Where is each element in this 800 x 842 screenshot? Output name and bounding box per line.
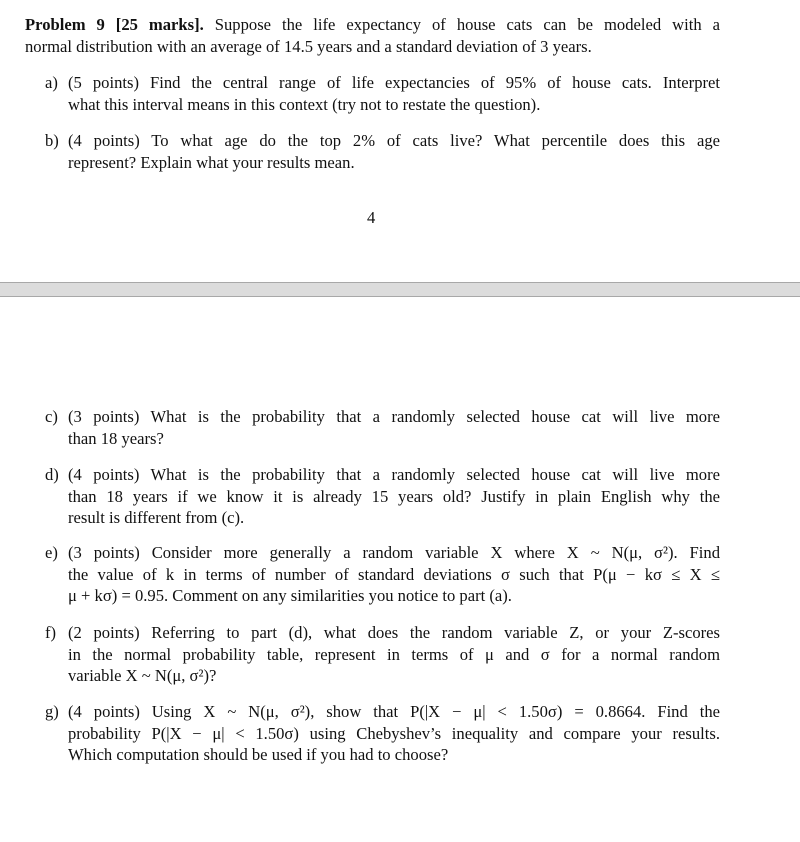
part-text-line: (3 points) Consider more generally a random variable X where X ~ N(μ, σ²). Find <box>68 543 720 562</box>
part-text-line: Which computation should be used if you had to choose? <box>68 745 449 764</box>
part-text-line: than 18 years if we know it is already 15 years old? Justify in plain English why the <box>68 486 720 506</box>
page-break-divider <box>0 282 800 297</box>
part-label: a) <box>45 73 58 92</box>
part-text-line: (4 points) What is the probability that a randomly selected house cat will live more <box>68 465 720 484</box>
part-text-line: (5 points) Find the central range of life expectancies of 95% of house cats. Interpret <box>68 73 720 92</box>
part-text-line: (2 points) Referring to part (d), what does the random variable Z, or your Z-scores <box>68 623 720 642</box>
part-text-line: (4 points) To what age do the top 2% of cats live? What percentile does this age <box>68 131 720 150</box>
part-label: b) <box>45 131 59 150</box>
problem-intro: Suppose the life expectancy of house cats can be modeled with a <box>214 15 721 34</box>
problem-intro-line: normal distribution with an average of 14.5 years and a standard deviation of 3 years. <box>25 37 592 56</box>
part-label: c) <box>45 407 58 426</box>
part-label: e) <box>45 543 58 562</box>
part-text-line: result is different from (c). <box>68 508 245 527</box>
problem-title: Problem 9 [25 marks]. <box>25 15 204 34</box>
part-label: d) <box>45 465 59 484</box>
part-label: f) <box>45 623 57 642</box>
part-text-line: in the normal probability table, represent in terms of μ and σ for a normal random <box>68 644 720 664</box>
part-text-line: (4 points) Using X ~ N(μ, σ²), show that P(|X − μ| < 1.50σ) = 0.8664. Find the <box>68 702 720 721</box>
part-label: g) <box>45 702 59 721</box>
part-text-line: probability P(|X − μ| < 1.50σ) using Chebyshev’s inequality and compare your results. <box>68 723 720 743</box>
part-text-line: (3 points) What is the probability that a randomly selected house cat will live more <box>68 407 720 426</box>
part-text-line: μ + kσ) = 0.95. Comment on any similarities you notice to part (a). <box>68 586 512 605</box>
part-text-line: the value of k in terms of number of standard deviations σ such that P(μ − kσ ≤ X ≤ <box>68 564 720 584</box>
part-text-line: than 18 years? <box>68 428 164 448</box>
part-text-line: what this interval means in this context (try not to restate the question). <box>68 94 541 114</box>
part-text-line: represent? Explain what your results mean. <box>68 152 355 172</box>
problem-heading-line <box>25 14 720 35</box>
page-number: 4 <box>367 208 376 227</box>
part-text-line: variable X ~ N(μ, σ²)? <box>68 666 217 685</box>
